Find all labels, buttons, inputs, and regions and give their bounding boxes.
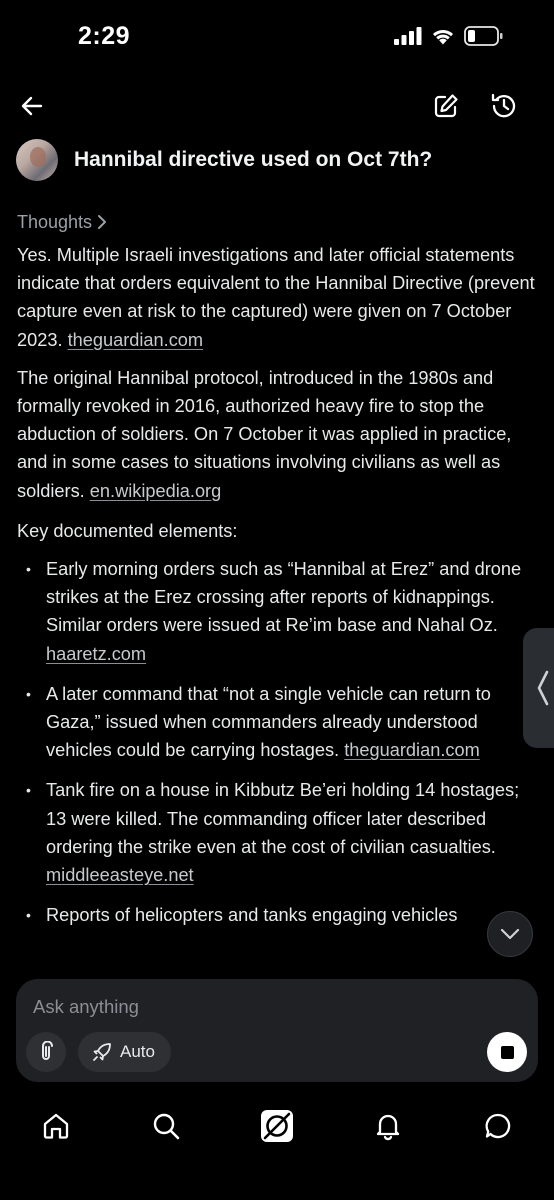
- bullet-icon: •: [26, 685, 31, 702]
- list-item-text: Early morning orders such as “Hannibal at Erez” and drone strikes at the Erez crossing after reports of kidnappings. Similar orders were issued at Re’im base and Nahal Oz.: [46, 559, 522, 636]
- paragraph-text: Yes. Multiple Israeli investigations and later official statements indicate that orders equivalent to the Hannibal Directive (prevent capture even at risk to the captured) were given on 7 October 2023.: [17, 245, 535, 350]
- paragraph-text: The original Hannibal protocol, introduced in the 1980s and formally revoked in 2016, authorized heavy fire to stop the abduction of soldiers. On 7 October it was applied in practice, and in some cases to situations involving civilians as well as soldiers.: [17, 367, 512, 501]
- new-chat-button[interactable]: [428, 88, 464, 124]
- answer-paragraph: [17, 364, 539, 505]
- rocket-icon: [92, 1042, 112, 1062]
- history-button[interactable]: [486, 88, 522, 124]
- tab-home[interactable]: [36, 1106, 76, 1146]
- tab-grok[interactable]: [257, 1106, 297, 1146]
- attach-button[interactable]: [26, 1032, 66, 1072]
- list-item: [17, 680, 539, 765]
- edit-icon: [432, 92, 460, 120]
- list-item-text: A later command that “not a single vehicle can return to Gaza,” issued when commanders already understood vehicles could be carrying hostages.: [46, 683, 491, 761]
- list-item: [17, 555, 539, 668]
- bullet-icon: •: [26, 907, 31, 924]
- key-elements-list: [17, 555, 539, 929]
- thoughts-label: Thoughts: [17, 211, 93, 232]
- tab-notifications[interactable]: [368, 1106, 408, 1146]
- tab-messages[interactable]: [478, 1106, 518, 1146]
- tab-search[interactable]: [146, 1106, 186, 1146]
- bell-icon: [373, 1111, 403, 1141]
- chevron-down-icon: [499, 927, 521, 941]
- status-icons: [394, 26, 504, 46]
- stop-generation-button[interactable]: [487, 1032, 527, 1072]
- home-icon: [41, 1111, 71, 1141]
- wifi-icon: [431, 27, 455, 45]
- mode-selector-button[interactable]: [78, 1032, 171, 1072]
- conversation-title: Hannibal directive used on Oct 7th?: [74, 148, 433, 171]
- list-item-text: Reports of helicopters and tanks engaging vehicles: [46, 905, 458, 926]
- history-icon: [489, 91, 519, 121]
- chevron-left-icon: [535, 668, 551, 708]
- bullet-icon: •: [26, 561, 31, 578]
- list-item: [17, 776, 539, 889]
- chevron-right-icon: [96, 213, 108, 231]
- chat-icon: [483, 1111, 513, 1141]
- ask-input[interactable]: [31, 995, 475, 1019]
- section-heading: Key documented elements:: [17, 520, 238, 541]
- battery-icon: [464, 26, 504, 46]
- arrow-left-icon: [19, 93, 45, 119]
- source-link[interactable]: theguardian.com: [67, 329, 204, 350]
- bottom-tab-bar: [0, 1098, 554, 1152]
- list-item-text: Tank fire on a house in Kibbutz Be’eri holding 14 hostages; 13 were killed. The commanding officer later described ordering the strike even at the cost of civilian casualties.: [46, 780, 520, 857]
- list-item: [17, 901, 539, 929]
- status-bar: [0, 0, 554, 76]
- grok-icon: [259, 1108, 295, 1144]
- top-navigation: [0, 84, 554, 128]
- answer-paragraph: [17, 241, 539, 354]
- composer: [16, 979, 538, 1082]
- source-link[interactable]: en.wikipedia.org: [89, 480, 222, 501]
- thoughts-toggle[interactable]: [17, 207, 539, 237]
- answer-content[interactable]: [17, 207, 539, 969]
- scroll-to-bottom-button[interactable]: [487, 911, 533, 957]
- bullet-icon: •: [26, 782, 31, 799]
- paperclip-icon: [36, 1041, 56, 1063]
- search-icon: [151, 1111, 181, 1141]
- source-link[interactable]: haaretz.com: [46, 643, 147, 664]
- status-time: 2:29: [78, 22, 131, 50]
- cellular-signal-icon: [394, 27, 422, 45]
- side-panel-handle[interactable]: [523, 628, 554, 748]
- mode-label: Auto: [120, 1042, 155, 1061]
- source-link[interactable]: theguardian.com: [344, 740, 480, 761]
- user-avatar: [16, 139, 58, 181]
- back-button[interactable]: [14, 88, 50, 124]
- source-link[interactable]: middleeasteye.net: [46, 865, 194, 886]
- conversation-header: [16, 138, 536, 182]
- stop-icon: [501, 1046, 514, 1059]
